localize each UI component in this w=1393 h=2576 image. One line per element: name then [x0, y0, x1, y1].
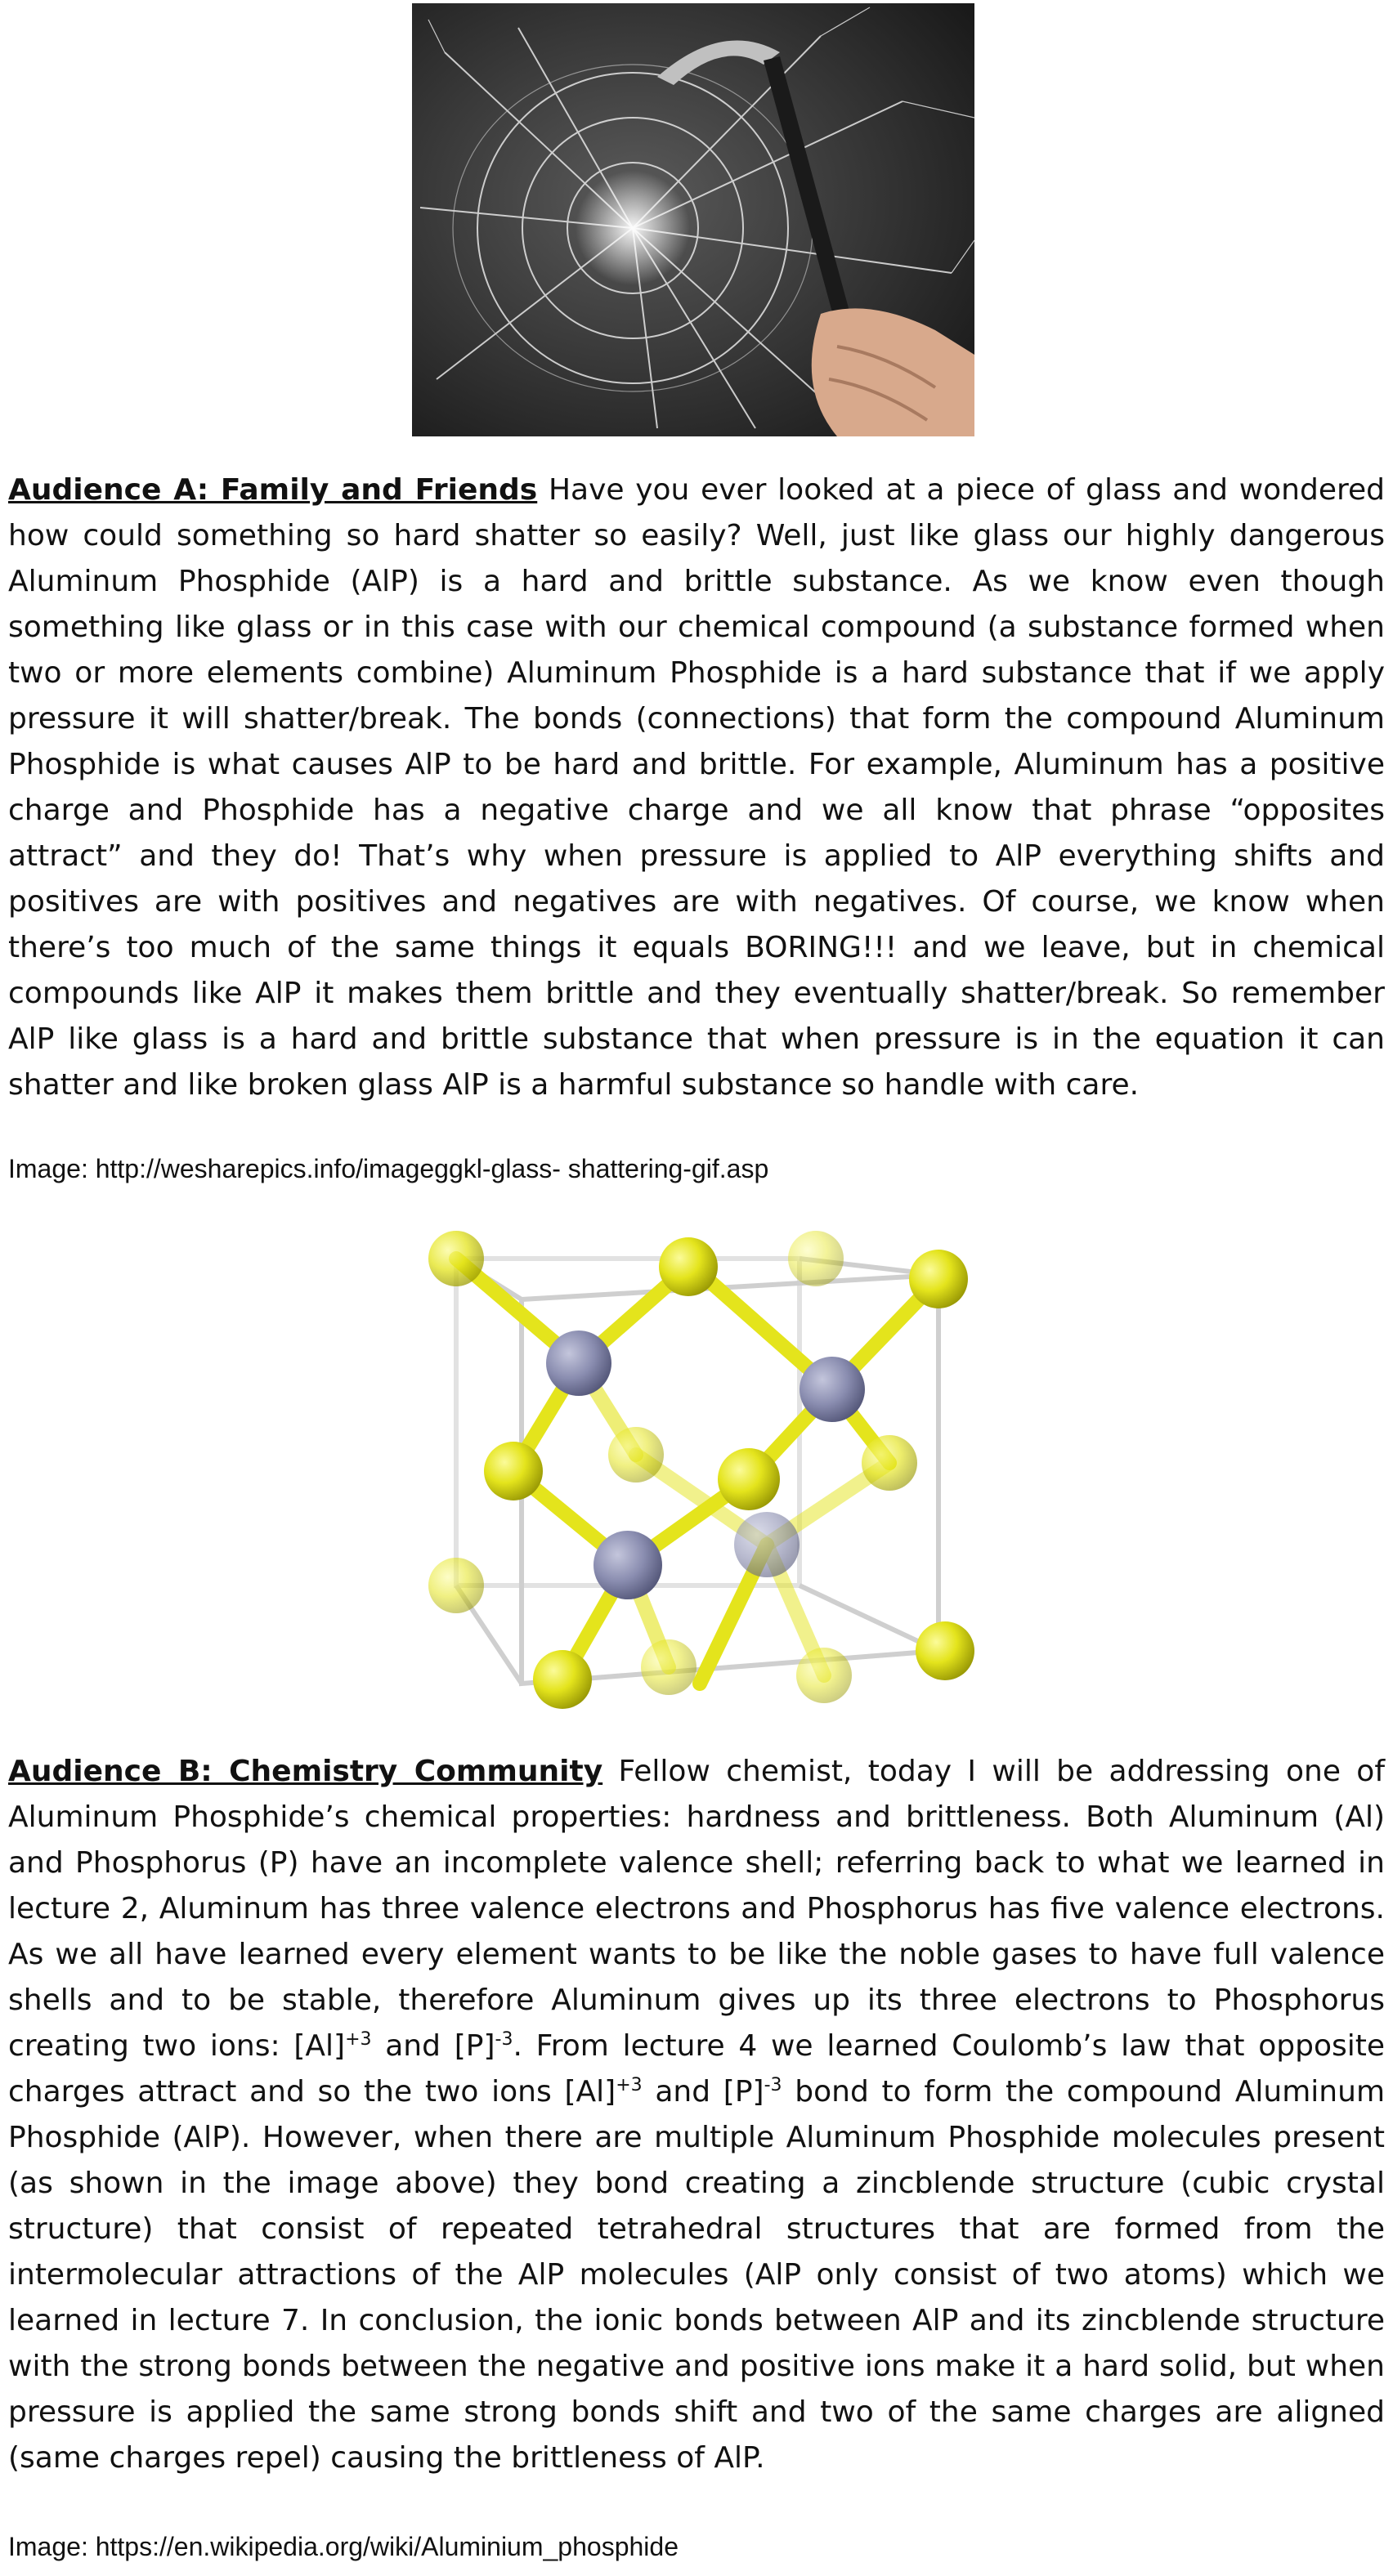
al-charge-superscript: +3 [345, 2029, 372, 2050]
audience-a-paragraph [8, 467, 1385, 1108]
image-credit-b: Image: https://en.wikipedia.org/wiki/Aluminium_phosphide [8, 2532, 679, 2561]
image-credit-a: Image: http://wesharepics.info/imageggkl-glass- shattering-gif.asp [8, 1154, 769, 1183]
audience-b-body-5: bond to form the compound Aluminum Phosphide (AlP). However, when there are multiple Aluminum Phosphide molecules present (as shown in the image above) they bond creating a zincblende structure (cubic crystal structure) that consist of repeated tetrahedral structures that are formed from the intermolecular attractions of the AlP molecules (AlP only consist of two atoms) which we learned in lecture 7. In conclusion, the ionic bonds between AlP and its zincblende structure with the strong bonds between the negative and positive ions make it a hard solid, but when pressure is applied the same strong bonds shift and two of the same charges are aligned (same charges repel) causing the brittleness of AlP. [8, 2075, 1386, 2475]
p-charge-superscript: -3 [495, 2029, 513, 2050]
shattered-glass-photo [412, 3, 974, 436]
audience-b-body-1: Fellow chemist, today I will be addressing one of Aluminum Phosphide’s chemical properties: hardness and brittleness. Both Aluminum (Al) and Phosphorus (P) have an incomplete valence shell; referring back to what we learned in lecture 2, Aluminum has three valence electrons and Phosphorus has five valence electrons. As we all have learned every element wants to be like the noble gases to have full valence shells and to be stable, therefore Aluminum gives up its three electrons to Phosphorus creating two ions: [Al] [8, 1755, 1386, 2063]
p-charge-superscript: -3 [764, 2075, 782, 2095]
audience-b-paragraph [8, 1749, 1385, 2481]
audience-b-heading: Audience B: Chemistry Community [8, 1755, 603, 1788]
audience-a-body: Have you ever looked at a piece of glass and wondered how could something so hard shatter so easily? Well, just like glass our highly dangerous Aluminum Phosphide (AlP) is a hard and brittle substance. As we know even though something like glass or in this case with our chemical compound (a substance formed when two or more elements combine) Aluminum Phosphide is a hard substance that if we apply pressure it will shatter/break. The bonds (connections) that form the compound Aluminum Phosphide is what causes AlP to be hard and brittle. For example, Aluminum has a positive charge and Phosphide has a negative charge and we all know that phrase “opposites attract” and they do! That’s why when pressure is applied to AlP everything shifts and positives are with positives and negatives are with negatives. Of course, we know when there’s too much of the same things it equals BORING!!! and we leave, but in chemical compounds like AlP it makes them brittle and they eventually shatter/break. So remember AlP like glass is a hard and brittle substance that when pressure is in the equation it can shatter and like broken glass AlP is a harmful substance so handle with care. [8, 473, 1385, 1102]
audience-b-body-3: . From lecture 4 we learned Coulomb’s law that opposite charges attract and so the two ions [Al] [8, 2029, 1385, 2109]
audience-a-heading: Audience A: Family and Friends [8, 473, 538, 507]
aluminum-atoms [546, 1330, 865, 1599]
al-charge-superscript: +3 [616, 2075, 643, 2095]
audience-b-body-2: and [P] [371, 2029, 495, 2063]
zincblende-structure-diagram [415, 1226, 978, 1716]
audience-b-body-4: and [P] [642, 2075, 764, 2109]
